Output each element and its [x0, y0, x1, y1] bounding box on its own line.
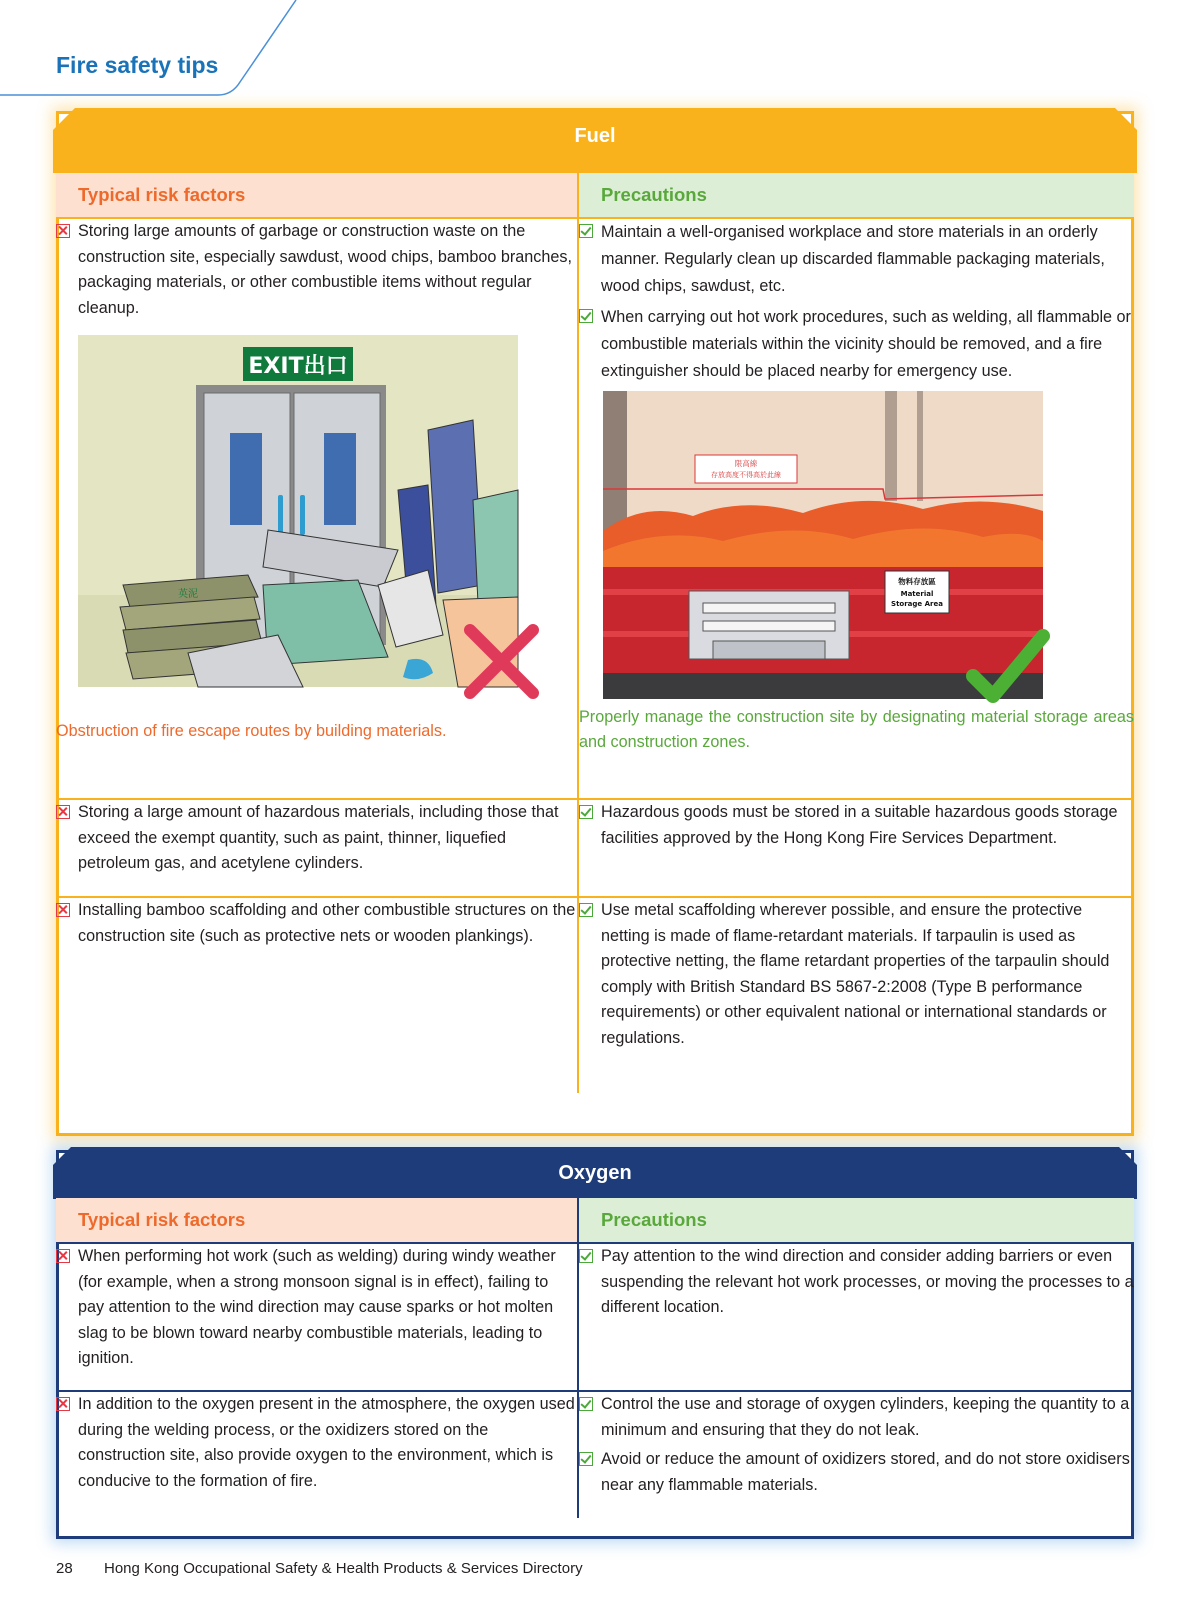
precaution-caption: Properly manage the construction site by designating material storage areas and construction zones. [579, 708, 1134, 751]
header-tab-shape [0, 0, 310, 100]
exit-sign-text: EXIT出口 [248, 354, 348, 379]
precaution-cell [578, 1243, 1134, 1391]
precaution-cell [578, 897, 1134, 1093]
precaution-item: Use metal scaffolding wherever possible, and ensure the protective netting is made of flame-retardant materials. If tarpaulin is used as protective netting, the flame retardant properties of the tarpaulin should comply with British Standard BS 5867-2:2008 (Type B performance requirements) or other equivalent national or international standards or regulations. [579, 898, 1134, 1051]
cross-box-icon [56, 224, 70, 238]
risk-cell [56, 1243, 578, 1391]
cross-box-icon [56, 1397, 70, 1411]
oxygen-section [56, 1150, 1134, 1539]
oxygen-banner-title: Oxygen [558, 1162, 632, 1184]
precaution-item: Avoid or reduce the amount of oxidizers stored, and do not store oxidisers near any flammable materials. [579, 1447, 1134, 1498]
table-row [56, 1243, 1134, 1391]
page-title: Fire safety tips [56, 52, 219, 78]
table-row [56, 897, 1134, 1093]
cross-box-icon [56, 1249, 70, 1263]
table-row [56, 799, 1134, 897]
precaution-item: Hazardous goods must be stored in a suitable hazardous goods storage facilities approved by the Hong Kong Fire Services Department. [579, 800, 1134, 851]
precaution-column-heading: Precautions [578, 173, 1134, 218]
risk-cell [56, 218, 578, 799]
precaution-column-heading: Precautions [578, 1198, 1134, 1243]
fuel-section [56, 111, 1134, 1136]
risk-caption: Obstruction of fire escape routes by building materials. [56, 722, 447, 740]
storage-sign-en-1: Material [900, 590, 934, 598]
risk-item: Storing large amounts of garbage or construction waste on the construction site, especially sawdust, wood chips, bamboo branches, packaging materials, or other combustible items without regular cleanup. [56, 219, 577, 321]
cross-box-icon [56, 903, 70, 917]
table-row [56, 1391, 1134, 1518]
storage-sign-en-2: Storage Area [891, 600, 943, 608]
height-sign-title: 限高線 [734, 459, 758, 468]
table-header-row [56, 173, 1134, 218]
check-box-icon [579, 805, 593, 819]
height-sign-text: 存放高度不得高於此線 [711, 471, 781, 479]
risk-column-heading: Typical risk factors [56, 1198, 578, 1243]
oxygen-table [56, 1198, 1134, 1518]
storage-area-illustration [603, 391, 1068, 709]
fuel-banner-title: Fuel [574, 125, 616, 147]
precaution-cell [578, 1391, 1134, 1518]
precaution-item: When carrying out hot work procedures, such as welding, all flammable or combustible materials within the vicinity should be removed, and a fire extinguisher should be placed nearby for emergency use. [579, 304, 1134, 385]
risk-cell [56, 897, 578, 1093]
risk-item: Installing bamboo scaffolding and other combustible structures on the construction site (such as protective nets or wooden plankings). [56, 898, 577, 949]
footer-text: Hong Kong Occupational Safety & Health Products & Services Directory [104, 1560, 583, 1577]
check-box-icon [579, 1452, 593, 1466]
blocked-exit-illustration [78, 335, 543, 715]
table-header-row [56, 1198, 1134, 1243]
page-number: 28 [56, 1560, 73, 1577]
risk-item: When performing hot work (such as welding) during windy weather (for example, when a strong monsoon signal is in effect), failing to pay attention to the wind direction may cause sparks or hot molten slag to be blown toward nearby combustible materials, leading to ignition. [56, 1244, 577, 1372]
fuel-table [56, 173, 1134, 1093]
cement-bag-label: 英泥 [178, 589, 198, 600]
precaution-cell [578, 799, 1134, 897]
precaution-item: Control the use and storage of oxygen cylinders, keeping the quantity to a minimum and ensuring that they do not leak. [579, 1392, 1134, 1443]
risk-cell [56, 799, 578, 897]
precaution-item: Pay attention to the wind direction and consider adding barriers or even suspending the relevant hot work processes, or moving the processes to a different location. [579, 1244, 1134, 1321]
check-box-icon [579, 903, 593, 917]
check-box-icon [579, 309, 593, 323]
risk-column-heading: Typical risk factors [56, 173, 578, 218]
precaution-item: Maintain a well-organised workplace and store materials in an orderly manner. Regularly clean up discarded flammable packaging materials, wood chips, sawdust, etc. [579, 219, 1134, 300]
storage-sign-cn: 物料存放區 [898, 577, 936, 586]
cross-box-icon [56, 805, 70, 819]
precaution-cell [578, 218, 1134, 799]
risk-cell [56, 1391, 578, 1518]
check-box-icon [579, 224, 593, 238]
check-box-icon [579, 1397, 593, 1411]
risk-item: In addition to the oxygen present in the atmosphere, the oxygen used during the welding process, or the oxidizers stored on the construction site, also provide oxygen to the environment, which is conducive to the formation of fire. [56, 1392, 577, 1494]
check-box-icon [579, 1249, 593, 1263]
risk-item: Storing a large amount of hazardous materials, including those that exceed the exempt quantity, such as paint, thinner, liquefied petroleum gas, and acetylene cylinders. [56, 800, 577, 877]
table-row [56, 218, 1134, 799]
